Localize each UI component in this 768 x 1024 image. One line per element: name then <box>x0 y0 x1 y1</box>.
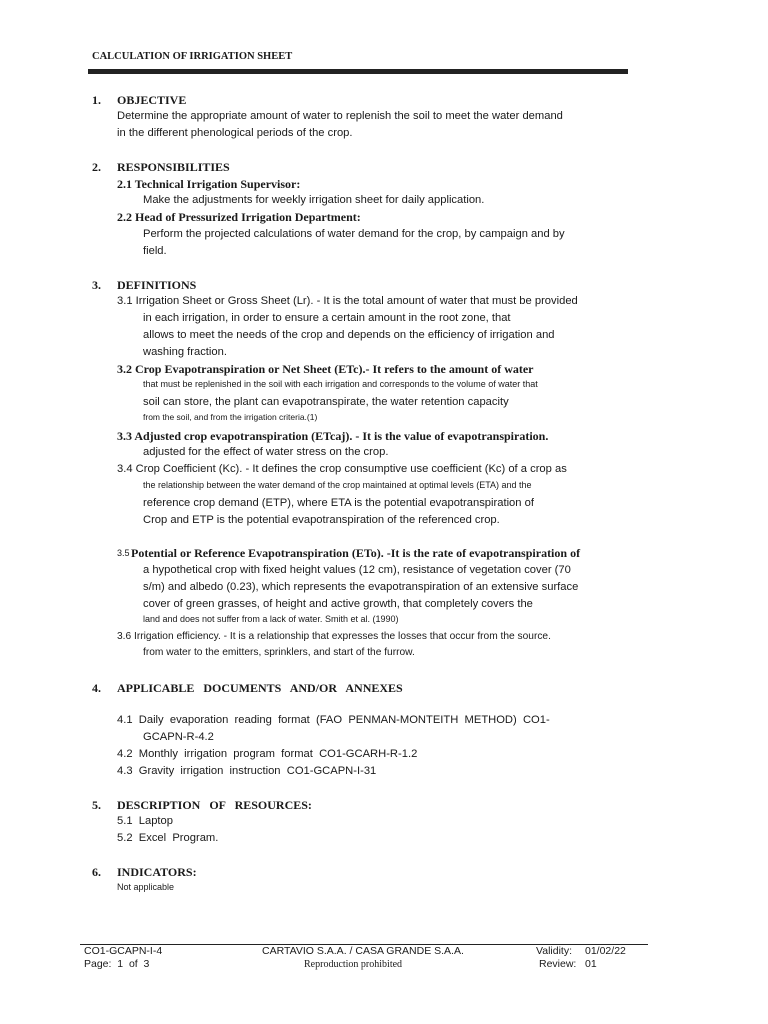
definition-3-5-line-2: a hypothetical crop with fixed height values (12 cm), resistance of vegetation cover (70 <box>143 564 571 576</box>
document-4-1-line-1: 4.1 Daily evaporation reading format (FAO PENMAN-MONTEITH METHOD) CO1- <box>117 714 550 726</box>
definition-3-3-line-2: adjusted for the effect of water stress on the crop. <box>143 446 389 458</box>
definition-3-1-line-1: 3.1 Irrigation Sheet or Gross Sheet (Lr). - It is the total amount of water that must be provided <box>117 296 578 307</box>
footer-validity-value: 01/02/22 <box>585 945 626 957</box>
definition-3-5-line-3: s/m) and albedo (0.23), which represents the evapotranspiration of an extensive surface <box>143 581 579 593</box>
document-4-2: 4.2 Monthly irrigation program format CO1-GCARH-R-1.2 <box>117 748 418 760</box>
footer-review-value: 01 <box>585 958 597 970</box>
section-4-title: APPLICABLE DOCUMENTS AND/OR ANNEXES <box>117 681 403 695</box>
subsection-2-1-text: Make the adjustments for weekly irrigation sheet for daily application. <box>143 194 485 206</box>
footer-company: CARTAVIO S.A.A. / CASA GRANDE S.A.A. <box>262 945 464 957</box>
objective-line-1: Determine the appropriate amount of water to replenish the soil to meet the water demand <box>117 110 563 122</box>
definition-3-3-line-1: 3.3 Adjusted crop evapotranspiration (ETcaj). - It is the value of evapotranspiration. <box>117 429 549 443</box>
footer-page-number: Page: 1 of 3 <box>84 958 150 970</box>
footer-reproduction-notice: Reproduction prohibited <box>304 959 403 970</box>
definition-3-5-line-4: cover of green grasses, of height and active growth, that completely covers the <box>143 598 533 610</box>
definition-3-4-line-4: Crop and ETP is the potential evapotranspiration of the referenced crop. <box>143 514 500 526</box>
section-1-number: 1. <box>92 93 101 107</box>
section-5-title: DESCRIPTION OF RESOURCES: <box>117 798 312 812</box>
subsection-2-1-title: 2.1 Technical Irrigation Supervisor: <box>117 177 301 191</box>
definition-3-2-line-4: from the soil, and from the irrigation criteria.(1) <box>143 412 318 422</box>
definition-3-1-line-2: in each irrigation, in order to ensure a certain amount in the root zone, that <box>143 312 511 324</box>
document-4-3: 4.3 Gravity irrigation instruction CO1-GCAPN-I-31 <box>117 765 377 777</box>
definition-3-1-line-4: washing fraction. <box>143 346 227 358</box>
resource-5-2: 5.2 Excel Program. <box>117 832 219 844</box>
subsection-2-2-title: 2.2 Head of Pressurized Irrigation Department: <box>117 210 361 224</box>
subsection-2-2-line-2: field. <box>143 245 167 257</box>
definition-3-5-number: 3.5 <box>117 548 130 558</box>
section-3-number: 3. <box>92 278 101 292</box>
footer-validity-label: Validity: <box>536 945 572 957</box>
definition-3-6-line-2: from water to the emitters, sprinklers, and start of the furrow. <box>143 647 415 658</box>
section-6-number: 6. <box>92 865 101 879</box>
definition-3-2-line-1: 3.2 Crop Evapotranspiration or Net Sheet (ETc).- It refers to the amount of water <box>117 362 534 376</box>
header-rule <box>88 69 628 74</box>
section-6-title: INDICATORS: <box>117 865 197 879</box>
document-title: CALCULATION OF IRRIGATION SHEET <box>92 51 293 62</box>
definition-3-1-line-3: allows to meet the needs of the crop and depends on the efficiency of irrigation and <box>143 329 555 341</box>
resource-5-1: 5.1 Laptop <box>117 815 173 827</box>
indicators-text: Not applicable <box>117 882 175 892</box>
section-3-title: DEFINITIONS <box>117 278 197 292</box>
section-2-title: RESPONSIBILITIES <box>117 160 230 174</box>
definition-3-5-line-5: land and does not suffer from a lack of water. Smith et al. (1990) <box>143 614 399 624</box>
definition-3-4-line-3: reference crop demand (ETP), where ETA is the potential evapotranspiration of <box>143 497 534 509</box>
section-1-title: OBJECTIVE <box>117 93 187 107</box>
definition-3-6-line-1: 3.6 Irrigation efficiency. - It is a relationship that expresses the losses that occur from the source. <box>117 631 551 642</box>
section-5-number: 5. <box>92 798 101 812</box>
footer-review-label: Review: <box>539 958 577 970</box>
definition-3-4-line-1: 3.4 Crop Coefficient (Kc). - It defines the crop consumptive use coefficient (Kc) of a crop as <box>117 463 567 475</box>
definition-3-2-line-2: that must be replenished in the soil with each irrigation and corresponds to the volume of water that <box>143 379 538 389</box>
section-2-number: 2. <box>92 160 101 174</box>
definition-3-4-line-2: the relationship between the water demand of the crop maintained at optimal levels (ETA) and the <box>143 480 532 490</box>
definition-3-5-line-1: Potential or Reference Evapotranspiration (ETo). -It is the rate of evapotranspiration of <box>131 546 581 560</box>
section-4-number: 4. <box>92 681 101 695</box>
subsection-2-2-line-1: Perform the projected calculations of water demand for the crop, by campaign and by <box>143 228 565 240</box>
definition-3-2-line-3: soil can store, the plant can evapotranspirate, the water retention capacity <box>143 396 509 408</box>
objective-line-2: in the different phenological periods of the crop. <box>117 127 353 139</box>
footer-document-code: CO1-GCAPN-I-4 <box>84 945 163 957</box>
document-4-1-line-2: GCAPN-R-4.2 <box>143 731 214 743</box>
